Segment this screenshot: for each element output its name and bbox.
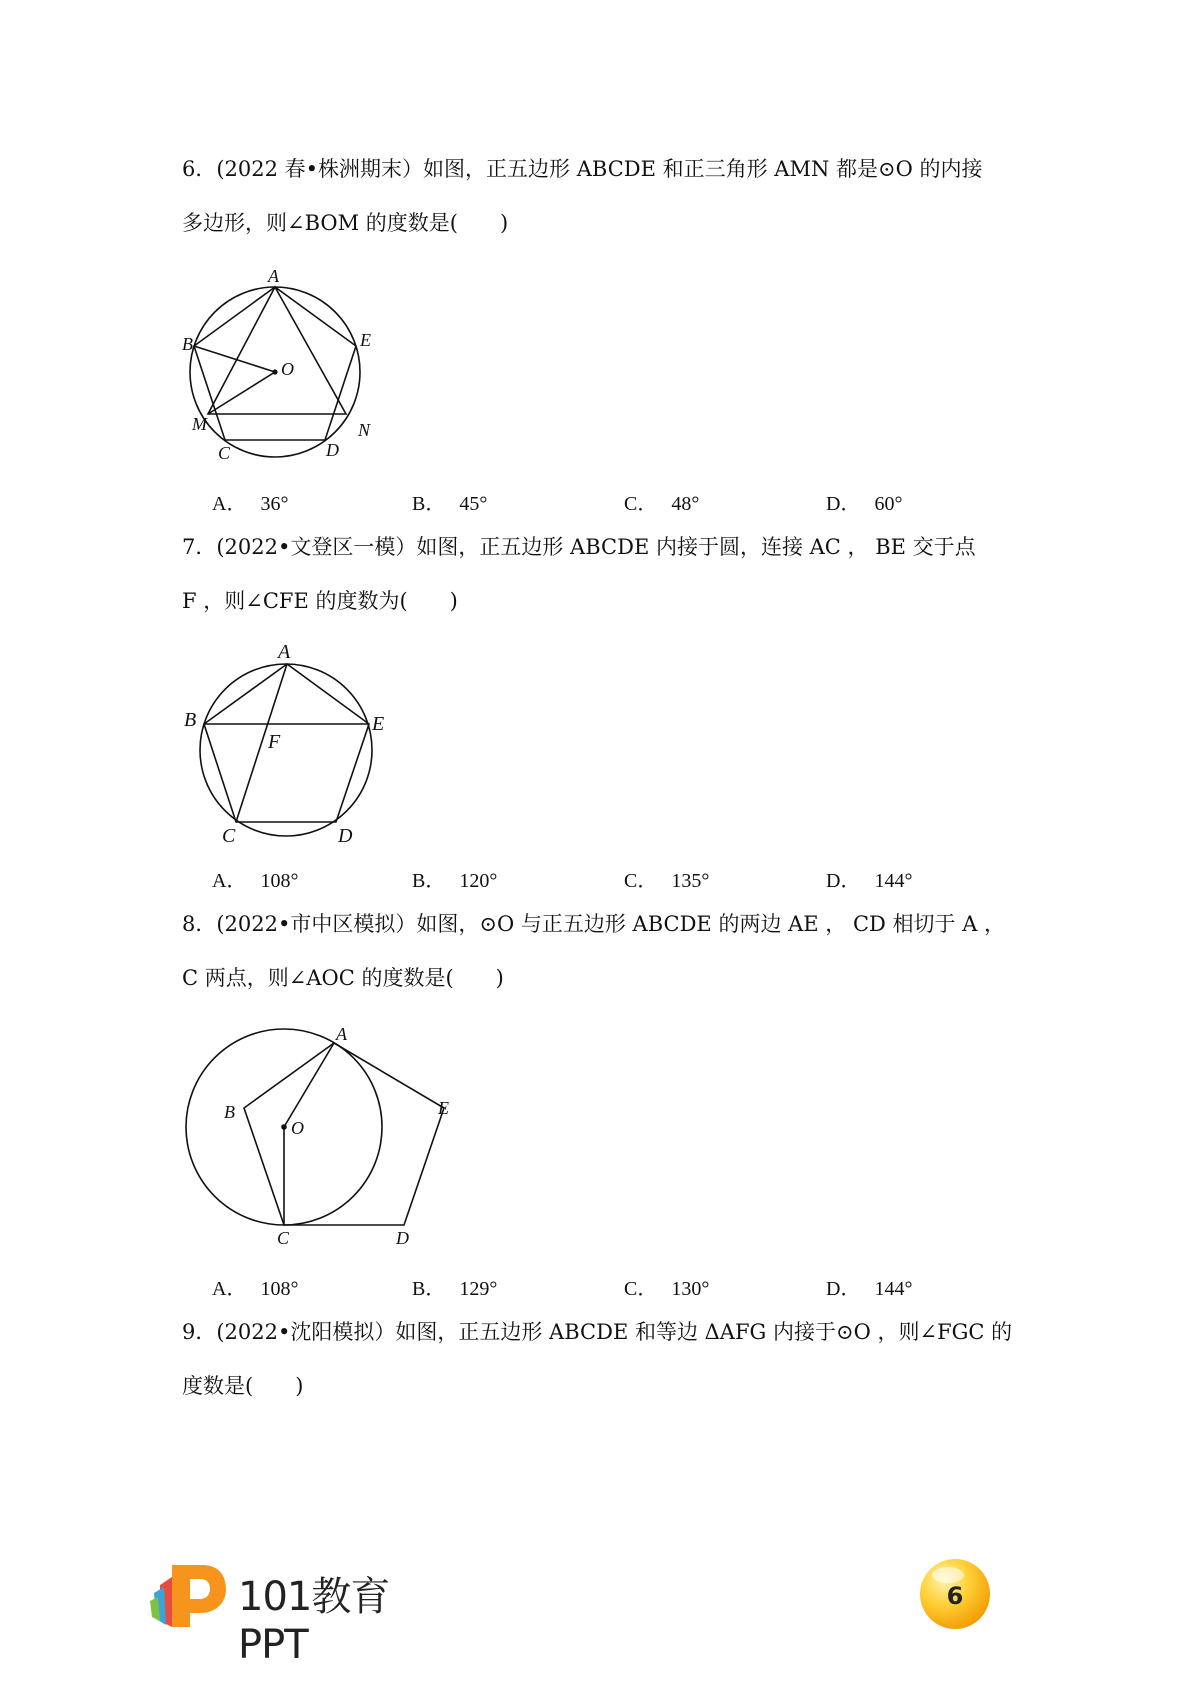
choice-c[interactable]: C． 135° (624, 870, 710, 892)
label-f: F (268, 731, 281, 753)
label-a: A (278, 641, 291, 663)
pentagon-abcde (194, 287, 356, 440)
brand-logo (150, 1555, 450, 1668)
label-o: O (291, 1118, 304, 1138)
figure-7-pentagon-diagonals (180, 638, 400, 848)
question-6-choices (212, 487, 1012, 517)
label-b: B (224, 1102, 235, 1122)
segment-om (208, 372, 275, 414)
choice-b[interactable]: B． 129° (412, 1278, 498, 1300)
label-d: D (338, 825, 353, 847)
figure-6-pentagon-triangle (180, 262, 380, 472)
question-8-choices (212, 1272, 1012, 1302)
question-8 (182, 897, 1022, 1005)
question-7-line-2: F ，则∠CFE 的度数为( ) (182, 589, 458, 613)
question-8-line-2: C 两点，则∠AOC 的度数是( ) (182, 966, 504, 990)
question-9-line-1: 9．(2022•沈阳模拟）如图，正五边形 ABCDE 和等边 ΔAFG 内接于⊙O ，则∠FGC 的 (182, 1320, 1013, 1344)
figure-8-circle-tangent-pentagon (180, 1018, 460, 1248)
label-a: A (336, 1024, 347, 1044)
question-7-line-1: 7．(2022•文登区一模）如图，正五边形 ABCDE 内接于圆，连接 AC ， BE 交于点 (182, 535, 976, 559)
label-o: O (281, 359, 294, 379)
question-9 (182, 1305, 1022, 1413)
segment-ob (194, 346, 275, 372)
choice-c[interactable]: C． 130° (624, 1278, 710, 1300)
label-b: B (184, 709, 197, 731)
choice-b[interactable]: B． 45° (412, 493, 488, 515)
page-number: 6 (946, 1582, 964, 1610)
circle (200, 664, 372, 836)
logo-p-icon (150, 1555, 230, 1635)
label-n: N (358, 420, 371, 440)
choice-a[interactable]: A． 108° (212, 870, 299, 892)
question-8-line-1: 8．(2022•市中区模拟）如图，⊙O 与正五边形 ABCDE 的两边 AE ， CD 相切于 A ， (182, 912, 1006, 936)
choice-c[interactable]: C． 48° (624, 493, 700, 515)
label-a: A (268, 266, 279, 286)
center-dot (281, 1124, 287, 1130)
question-7 (182, 520, 1022, 628)
pentagon-abcde (244, 1043, 444, 1225)
question-6-line-1: 6．(2022 春•株洲期末）如图，正五边形 ABCDE 和正三角形 AMN 都是⊙O 的内接 (182, 157, 983, 181)
choice-d[interactable]: D． 60° (826, 493, 903, 515)
page-number-badge (918, 1557, 992, 1631)
question-7-choices (212, 864, 1012, 894)
choice-a[interactable]: A． 36° (212, 493, 289, 515)
choice-a[interactable]: A． 108° (212, 1278, 299, 1300)
label-c: C (277, 1228, 290, 1248)
choice-b[interactable]: B． 120° (412, 870, 498, 892)
label-m: M (192, 414, 207, 434)
logo-text: 101教育PPT (238, 1574, 390, 1668)
label-e: E (360, 330, 371, 350)
label-e: E (372, 713, 385, 735)
label-d: D (326, 440, 339, 460)
label-c: C (222, 825, 236, 847)
label-c: C (218, 443, 231, 463)
label-b: B (182, 334, 193, 354)
segment-oa (284, 1043, 334, 1127)
triangle-amn (208, 287, 346, 414)
choice-d[interactable]: D． 144° (826, 1278, 913, 1300)
question-9-line-2: 度数是( ) (182, 1374, 304, 1398)
choice-d[interactable]: D． 144° (826, 870, 913, 892)
center-dot (272, 369, 277, 374)
label-d: D (396, 1228, 409, 1248)
question-6 (182, 142, 1022, 250)
question-6-line-2: 多边形，则∠BOM 的度数是( ) (182, 211, 509, 235)
label-e: E (438, 1098, 449, 1118)
